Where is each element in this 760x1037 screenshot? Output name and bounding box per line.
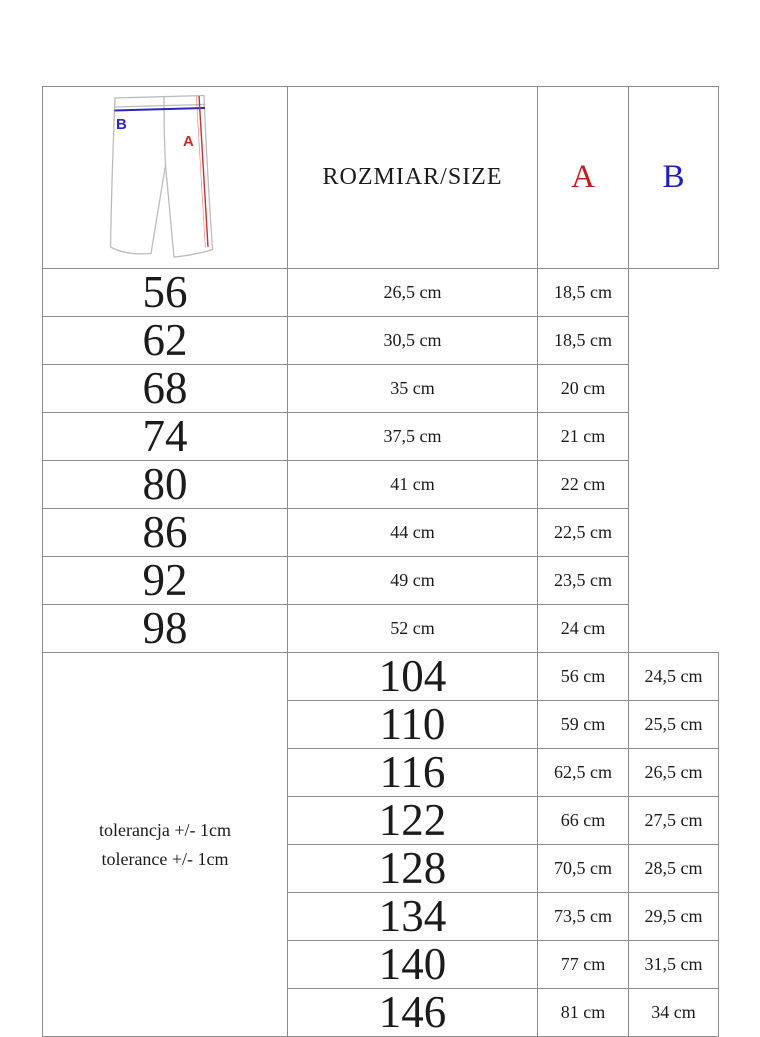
b-value-cell: 21 cm (538, 413, 629, 461)
a-value-cell: 73,5 cm (538, 893, 629, 941)
size-cell: 74 (43, 413, 288, 461)
table-row (43, 269, 719, 317)
a-value-cell: 81 cm (538, 989, 629, 1037)
a-value-cell: 66 cm (538, 797, 629, 845)
size-cell: 92 (43, 557, 288, 605)
table-row (43, 413, 719, 461)
waistband-top-line (115, 96, 204, 99)
pants-left-inseam (151, 165, 166, 254)
sketch-label-a: A (183, 133, 194, 150)
table-row (43, 317, 719, 365)
size-column-header: ROZMIAR/SIZE (288, 87, 538, 269)
b-value-cell: 18,5 cm (538, 269, 629, 317)
pants-sketch-cell (43, 87, 288, 269)
table-row (43, 365, 719, 413)
b-value-cell: 23,5 cm (538, 557, 629, 605)
a-value-cell: 26,5 cm (288, 269, 538, 317)
b-value-cell: 27,5 cm (629, 797, 719, 845)
column-a-header: A (538, 87, 629, 269)
b-value-cell: 22 cm (538, 461, 629, 509)
a-value-cell: 77 cm (538, 941, 629, 989)
b-value-cell: 25,5 cm (629, 701, 719, 749)
size-cell: 116 (288, 749, 538, 797)
size-cell: 110 (288, 701, 538, 749)
size-cell: 68 (43, 365, 288, 413)
sketch-label-b: B (116, 116, 127, 133)
a-value-cell: 30,5 cm (288, 317, 538, 365)
pants-right-side (204, 96, 213, 250)
waistband-bottom-line (115, 105, 205, 108)
tolerance-cell (43, 653, 288, 1037)
b-value-cell: 34 cm (629, 989, 719, 1037)
table-row (43, 509, 719, 557)
pants-center-seam (164, 97, 166, 165)
b-value-cell: 22,5 cm (538, 509, 629, 557)
size-cell: 104 (288, 653, 538, 701)
pants-sketch-icon (106, 87, 224, 263)
size-cell: 128 (288, 845, 538, 893)
a-value-cell: 52 cm (288, 605, 538, 653)
a-value-cell: 70,5 cm (538, 845, 629, 893)
table-row (43, 461, 719, 509)
table-header-row (43, 87, 719, 269)
a-value-cell: 37,5 cm (288, 413, 538, 461)
size-cell: 56 (43, 269, 288, 317)
b-value-cell: 28,5 cm (629, 845, 719, 893)
pants-left-hem (111, 247, 152, 254)
pants-right-hem (174, 250, 213, 258)
b-value-cell: 29,5 cm (629, 893, 719, 941)
measure-b-line (114, 108, 205, 111)
a-value-cell: 35 cm (288, 365, 538, 413)
a-value-cell: 44 cm (288, 509, 538, 557)
table-row (43, 605, 719, 653)
b-value-cell: 31,5 cm (629, 941, 719, 989)
table-row (43, 557, 719, 605)
pants-right-inseam (166, 165, 175, 257)
size-cell: 98 (43, 605, 288, 653)
a-value-cell: 59 cm (538, 701, 629, 749)
b-value-cell: 26,5 cm (629, 749, 719, 797)
size-cell: 86 (43, 509, 288, 557)
b-value-cell: 18,5 cm (538, 317, 629, 365)
table-row (43, 653, 719, 701)
pants-left-side (111, 98, 116, 247)
size-cell: 122 (288, 797, 538, 845)
size-table (42, 86, 719, 1037)
a-value-cell: 41 cm (288, 461, 538, 509)
tolerance-text-en: tolerance +/- 1cm (101, 848, 229, 869)
a-value-cell: 62,5 cm (538, 749, 629, 797)
b-value-cell: 24 cm (538, 605, 629, 653)
size-cell: 80 (43, 461, 288, 509)
size-cell: 134 (288, 893, 538, 941)
column-b-header: B (629, 87, 719, 269)
b-value-cell: 24,5 cm (629, 653, 719, 701)
size-cell: 62 (43, 317, 288, 365)
a-value-cell: 56 cm (538, 653, 629, 701)
a-value-cell: 49 cm (288, 557, 538, 605)
b-value-cell: 20 cm (538, 365, 629, 413)
measure-a-line (199, 96, 208, 247)
tolerance-text-pl: tolerancja +/- 1cm (98, 819, 232, 840)
size-cell: 146 (288, 989, 538, 1037)
size-cell: 140 (288, 941, 538, 989)
